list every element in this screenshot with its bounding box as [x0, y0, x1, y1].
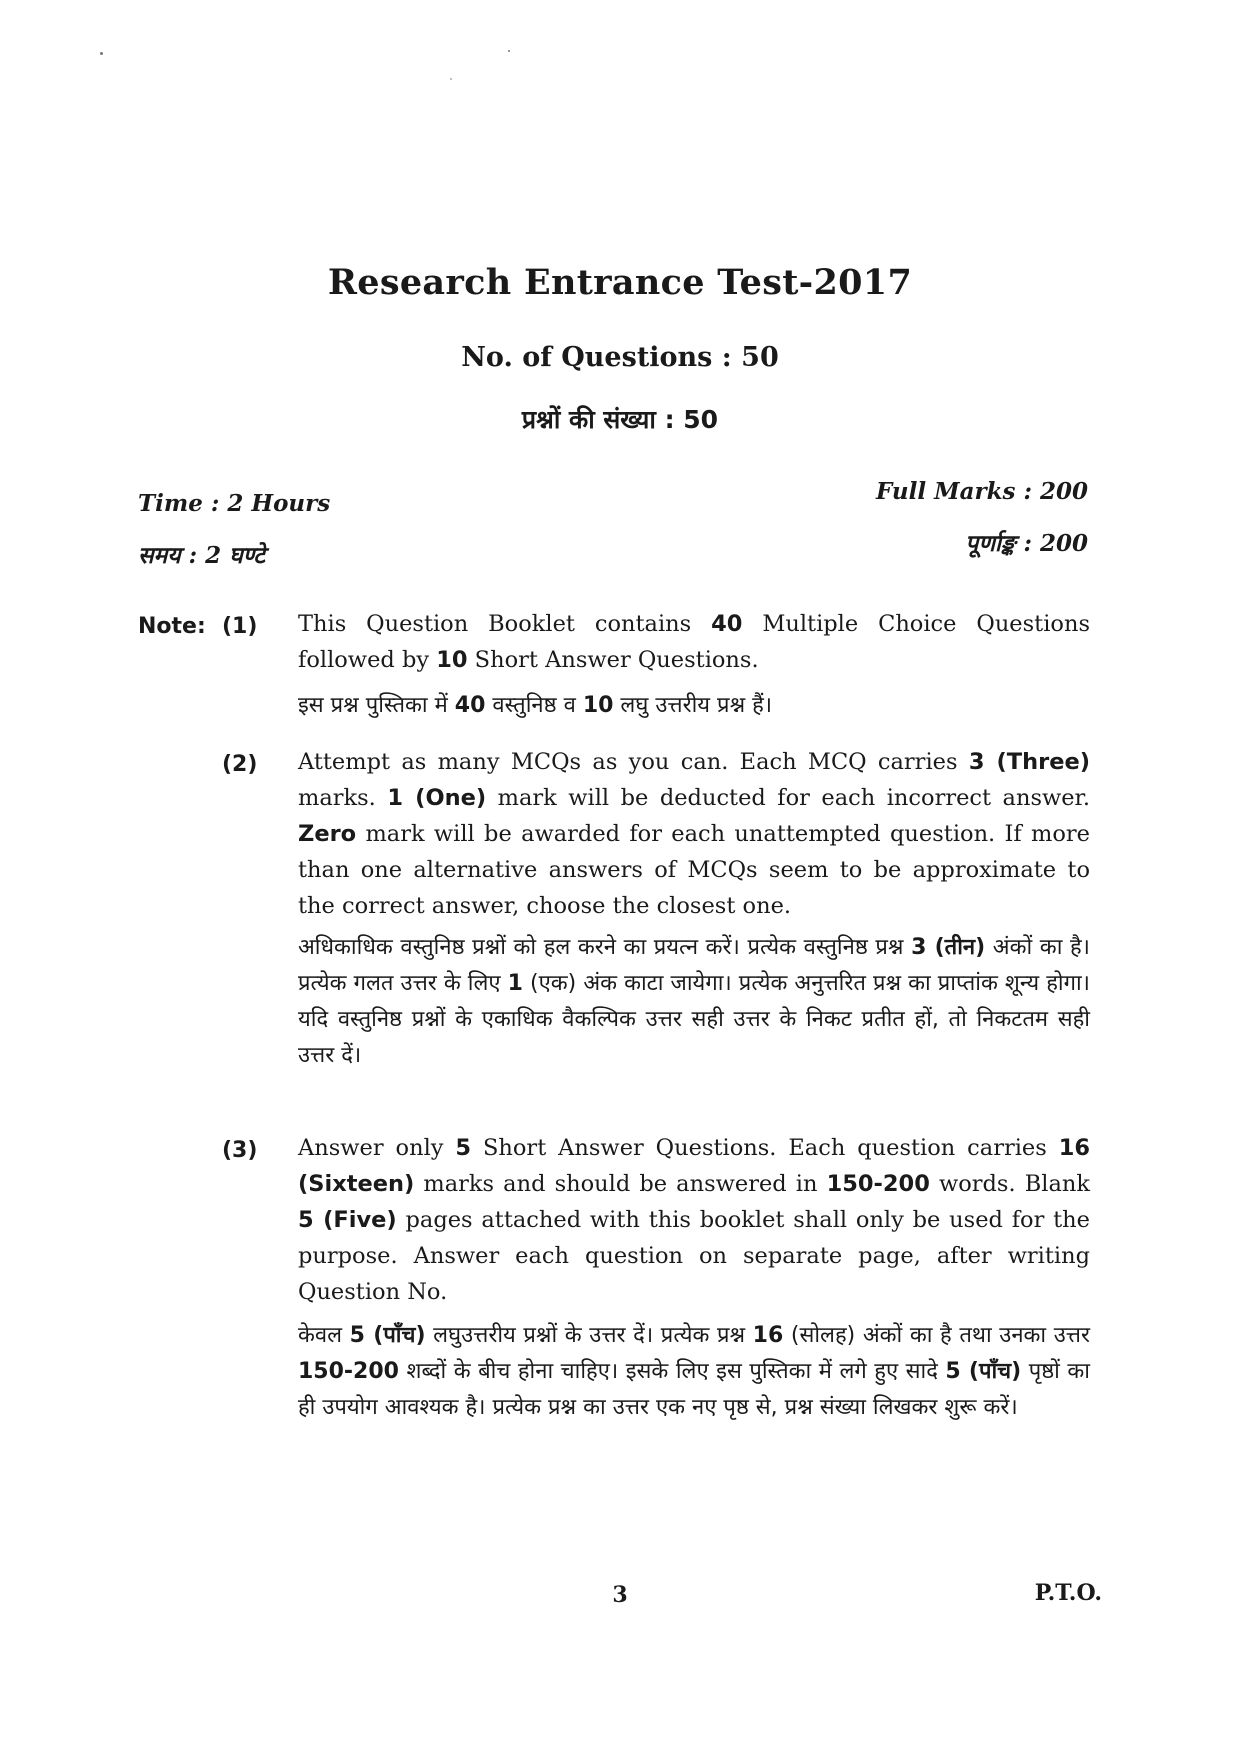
note-3-hindi: केवल 5 (पाँच) लघुउत्तरीय प्रश्नों के उत्तर दें। प्रत्येक प्रश्न 16 (सोलह) अंकों का है तथा उनका उत्तर 150-200 शब्दों के बीच होना चाहिए। इसके लिए इस पुस्तिका में लगे हुए सादे 5 (पाँच) पृष्ठों का ही उपयोग आवश्यक है। प्रत्येक प्रश्न का उत्तर एक नए पृष्ठ से, प्रश्न संख्या लिखकर शुरू करें।: [298, 1323, 1090, 1420]
note-2-number: (2): [222, 752, 258, 777]
note-2-hindi: अधिकाधिक वस्तुनिष्ठ प्रश्नों को हल करने का प्रयत्न करें। प्रत्येक वस्तुनिष्ठ प्रश्न 3 (तीन) अंकों का है। प्रत्येक गलत उत्तर के लिए 1 (एक) अंक काटा जायेगा। प्रत्येक अनुत्तरित प्रश्न का प्राप्तांक शून्य होगा। यदि वस्तुनिष्ठ प्रश्नों के एकाधिक वैकल्पिक उत्तर सही उत्तर के निकट प्रतीत हों, तो निकटतम सही उत्तर दें।: [298, 935, 1091, 1068]
note-1-hindi: इस प्रश्न पुस्तिका में 40 वस्तुनिष्ठ व 10 लघु उत्तरीय प्रश्न हैं।: [298, 693, 773, 718]
number-of-questions-hi: प्रश्नों की संख्या : 50: [521, 405, 719, 434]
note-label-text: Note:: [138, 614, 206, 639]
note-3-english: Answer only 5 Short Answer Questions. Each question carries 16 (Sixteen) marks and should be answered in 150-200 words. Blank 5 (Five) pages attached with this booklet shall only be used for the purpose. Answer each question on separate page, after writing Question No.: [298, 1135, 1090, 1305]
scan-speck: [450, 78, 452, 80]
note-1-english: This Question Booklet contains 40 Multiple Choice Questions followed by 10 Short Answer Questions.: [298, 611, 1090, 673]
note-2-english: Attempt as many MCQs as you can. Each MCQ carries 3 (Three) marks. 1 (One) mark will be deducted for each incorrect answer. Zero mark will be awarded for each unattempted question. If more than one alternative answers of MCQs seem to be approximate to the correct answer, choose the closest one.: [298, 749, 1091, 919]
scan-speck: [508, 50, 510, 52]
please-turn-over: P.T.O.: [1034, 1580, 1102, 1606]
note-3-number: (3): [222, 1138, 258, 1163]
scan-speck: [100, 52, 103, 55]
time-hi: समय : 2 घण्टे: [138, 542, 266, 569]
note-1-number: (1): [222, 614, 258, 639]
full-marks-hi: पूर्णाङ्क : 200: [965, 530, 1088, 557]
exam-title: Research Entrance Test-2017: [327, 262, 913, 303]
full-marks-en: Full Marks : 200: [875, 478, 1088, 505]
note-label: [138, 614, 206, 639]
time-en: Time : 2 Hours: [138, 490, 331, 517]
number-of-questions-en: No. of Questions : 50: [461, 342, 779, 373]
page-number: 3: [612, 1582, 628, 1608]
